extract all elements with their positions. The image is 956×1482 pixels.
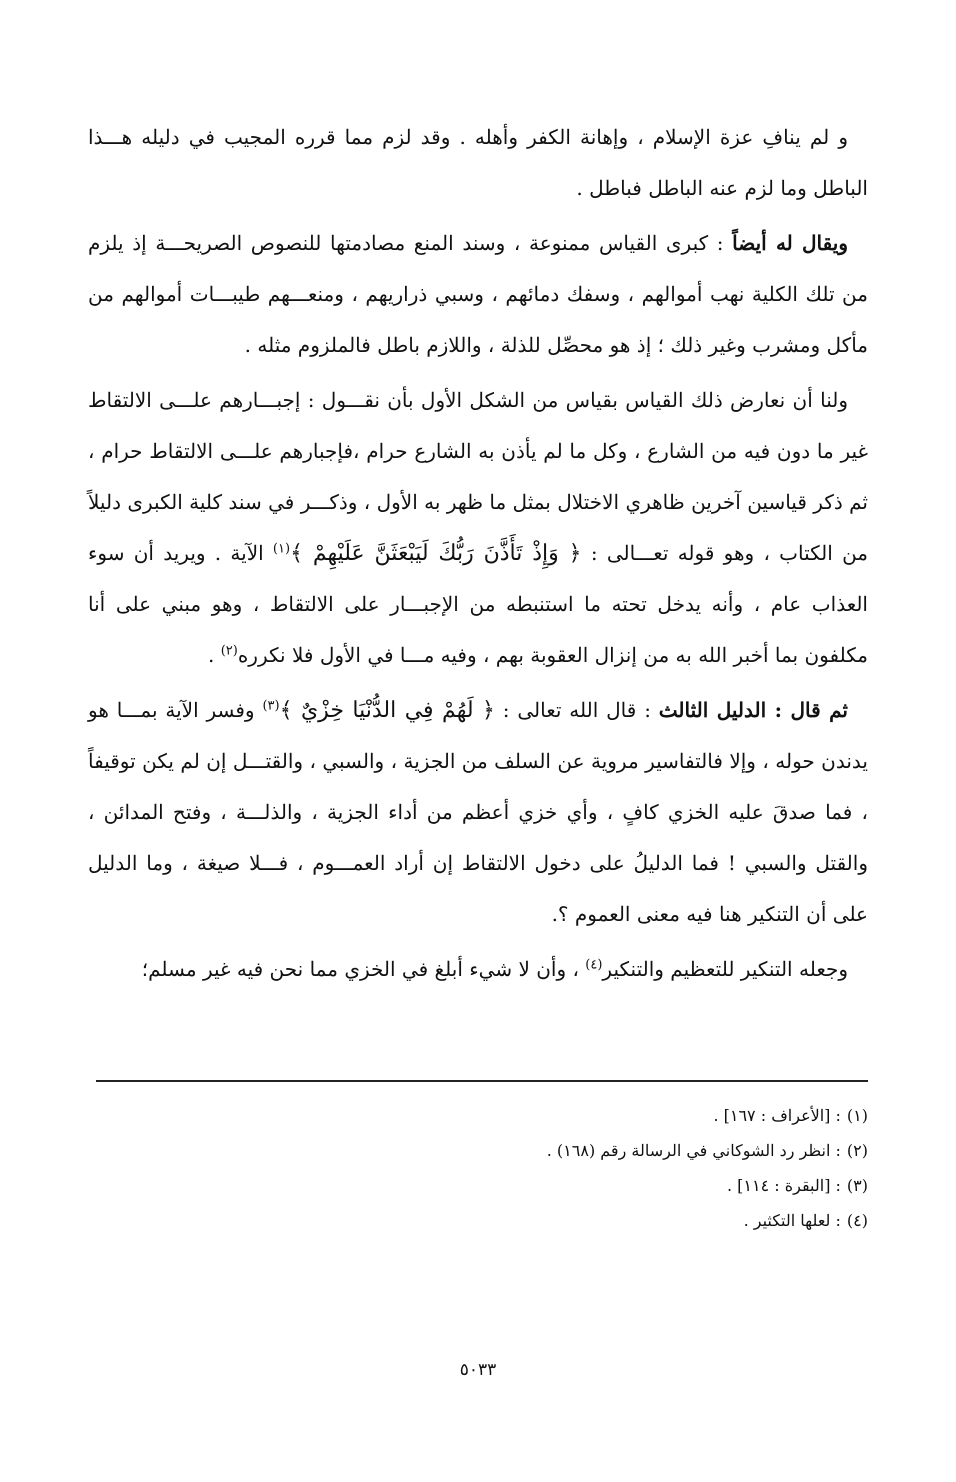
footnote-ref[interactable]: (١): [272, 541, 291, 557]
footnote-ref[interactable]: (٣): [262, 698, 280, 714]
footnote-text: : انظر رد الشوكاني في الرسالة رقم (١٦٨) .: [546, 1141, 841, 1160]
footnote-number: (٢): [846, 1141, 868, 1160]
paragraph-text: ، وأن لا شيء أبلغ في الخزي مما نحن فيه غير مسلم؛: [141, 957, 586, 981]
paragraph-3: [88, 375, 868, 681]
paragraph-text: الآية . ويريد أن سوء العذاب عام ، وأنه يدخل تحته ما استنبطه من الإجبـــار على الالتقاط ، وهو مبني على أنا مكلفون بما أخبر الله به من إنزال العقوبة بهم ، وفيه مـــا في الأول فلا نكرره: [88, 541, 868, 667]
quran-verse: ﴿ لَهُمْ فِي الدُّنْيَا خِزْيٌ ﴾: [279, 698, 495, 723]
page-number: ٥٠٣٣: [459, 1360, 497, 1380]
paragraph-text: .: [207, 643, 221, 667]
footnote-number: (٤): [846, 1211, 868, 1230]
footnotes: [96, 1098, 868, 1238]
paragraph-5: [88, 944, 868, 995]
footnote-item: [96, 1098, 868, 1133]
footnote-number: (١): [846, 1106, 868, 1125]
footnote-item: [96, 1203, 868, 1238]
footnote-item: [96, 1168, 868, 1203]
paragraph-text: : قال الله تعالى :: [494, 698, 659, 722]
footnote-ref[interactable]: (٤): [585, 957, 603, 973]
footnote-divider: [96, 1080, 868, 1082]
paragraph-4: [88, 685, 868, 940]
footnote-text: : [الأعراف : ١٦٧] .: [713, 1106, 841, 1125]
quran-verse: ﴿ وَإِذْ تَأَذَّنَ رَبُّكَ لَيَبْعَثَنَّ عَلَيْهِمْ ﴾: [290, 541, 582, 566]
footnote-ref[interactable]: (٢): [220, 643, 238, 659]
footnote-text: : [البقرة : ١١٤] .: [726, 1176, 841, 1195]
main-text: [88, 112, 868, 995]
paragraph-text: وجعله التنكير للتعظيم والتنكير: [602, 957, 848, 981]
footnote-text: : لعلها التكثير .: [743, 1211, 841, 1230]
paragraph-2: [88, 218, 868, 371]
paragraph-text: ولنا أن نعارض ذلك القياس بقياس من الشكل الأول بأن نقـــول : إجبـــارهم علـــى الالتقاط غير ما دون فيه من الشارع ، وكل ما لم يأذن به الشارع حرام ،فإجبارهم علـــى الالتقاط حرام ، ثم ذكر قياسين آخرين ظاهري الاختلال بمثل ما ظهر به الأول ، وذكـــر في سند كلية الكبرى دليلاً من الكتاب ، وهو قوله تعـــالى :: [88, 388, 869, 565]
paragraph-text: : كبرى القياس ممنوعة ، وسند المنع مصادمتها للنصوص الصريحـــة إذ يلزم من تلك الكلية نهب أموالهم ، وسفك دمائهم ، وسبي ذراريهم ، ومنعـــهم طيبـــات أموالهم من مأكل ومشرب وغير ذلك ؛ إذ هو محصِّل للذلة ، واللازم باطل فالملزوم مثله .: [88, 231, 868, 357]
paragraph-text: وفسر الآية بمـــا هو يدندن حوله ، وإلا فالتفاسير مروية عن السلف من الجزية ، والسبي ، والقتـــل إن لم يكن توقيفاً ، فما صدقَ عليه الخزي كافٍ ، وأي خزي أعظم من أداء الجزية ، والذلـــة ، وفتح المدائن ، والقتل والسبي ! فما الدليلُ على دخول الالتقاط إن أراد العمـــوم ، فـــلا صيغة ، وما الدليل على أن التنكير هنا فيه معنى العموم ؟.: [88, 698, 868, 926]
footnote-number: (٣): [846, 1176, 868, 1195]
paragraph-text: و لم ينافِ عزة الإسلام ، وإهانة الكفر وأهله . وقد لزم مما قرره المجيب في دليله هـــذا الباطل وما لزم عنه الباطل فباطل .: [88, 125, 868, 200]
footnote-item: [96, 1133, 868, 1168]
paragraph-1: [88, 112, 868, 214]
paragraph-lead: ويقال له أيضاً: [732, 231, 848, 255]
paragraph-lead: ثم قال : الدليل الثالث: [658, 698, 848, 722]
